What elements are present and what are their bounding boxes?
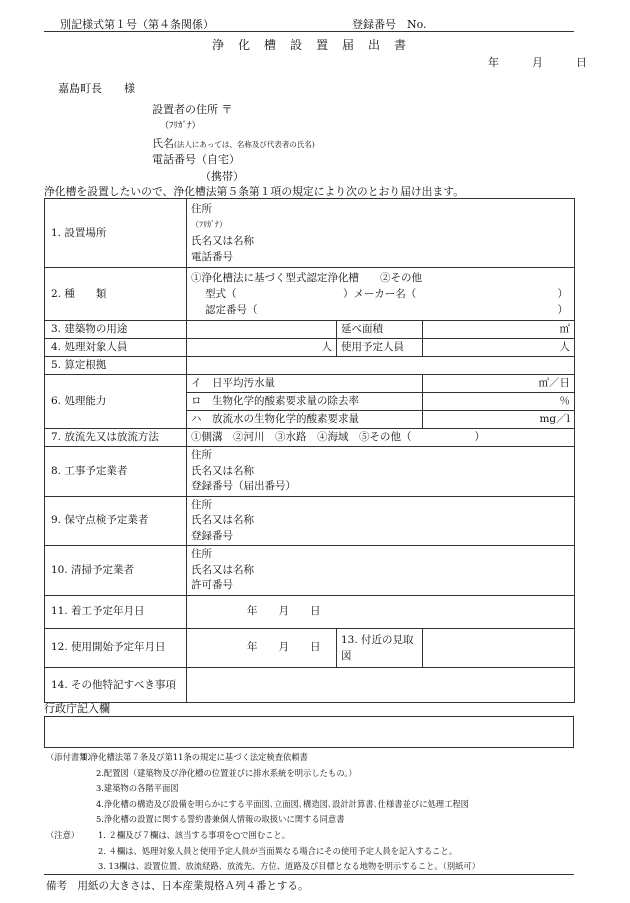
row2-close2: ） bbox=[557, 304, 568, 316]
row-other-notes bbox=[45, 667, 575, 702]
row2-maker: ）メーカー名（ bbox=[343, 288, 417, 300]
attachment-item: 2.配置図（建築物及び浄化槽の位置並びに排水系統を明示したもの。） bbox=[96, 767, 357, 778]
form-reference: 別記様式第１号（第４条関係） bbox=[60, 18, 214, 31]
row2-model: 型式（ bbox=[205, 288, 237, 300]
document-title: 浄 化 槽 設 置 届 出 書 bbox=[212, 38, 408, 52]
row-contractor bbox=[45, 447, 575, 497]
applicant-address[interactable]: 設置者の住所 〒 bbox=[152, 103, 233, 116]
row7-value[interactable]: ①側溝 ②河川 ③水路 ④海域 ⑤その他（ ） bbox=[187, 429, 575, 447]
row1-value[interactable] bbox=[187, 199, 575, 268]
row-maintenance bbox=[45, 496, 575, 546]
admin-box[interactable] bbox=[44, 716, 574, 748]
footer-rule bbox=[44, 874, 574, 875]
row-use-date bbox=[45, 628, 575, 667]
row2-cert-line bbox=[191, 302, 570, 318]
note-item: 1. ２欄及び７欄は、該当する事項を○で囲むこと。 bbox=[98, 830, 291, 840]
row7-label: 7. 放流先又は放流方法 bbox=[45, 429, 187, 447]
row14-label: 14. その他特記すべき事項 bbox=[45, 667, 187, 702]
row1-line: 住所 bbox=[191, 203, 212, 215]
row4-label: 4. 処理対象人員 bbox=[45, 339, 187, 357]
attachment-item: 4.浄化槽の構造及び設備を明らかにする平面図､立面図､構造図､設計計算書､仕様書並びに処理工程図 bbox=[96, 798, 469, 809]
row8-value[interactable] bbox=[187, 447, 575, 497]
row12-label: 12. 使用開始予定年月日 bbox=[45, 628, 187, 667]
applicant-name-label: 氏名 bbox=[152, 137, 174, 150]
row3-unit[interactable]: ㎡ bbox=[423, 321, 575, 339]
note-item: 2. ４欄は、処理対象人員と使用予定人員が当面異なる場合にその使用予定人員を記入すること。 bbox=[98, 845, 458, 856]
row13-value[interactable] bbox=[423, 628, 575, 667]
row-start-date bbox=[45, 595, 575, 628]
attachments-list bbox=[82, 750, 469, 828]
form-table bbox=[44, 198, 575, 703]
applicant-name-note: (法人にあっては、名称及び代表者の氏名) bbox=[174, 140, 315, 149]
row8-label: 8. 工事予定業者 bbox=[45, 447, 187, 497]
row9-value[interactable] bbox=[187, 496, 575, 546]
row1-line: （ﾌﾘｶﾞﾅ） bbox=[191, 220, 227, 229]
admin-label: 行政庁記入欄 bbox=[44, 702, 110, 715]
row1-line: 氏名又は名称 bbox=[191, 235, 254, 247]
applicant-phone-home[interactable]: 電話番号（自宅） bbox=[152, 153, 240, 166]
row6-item: ロ 生物化学的酸素要求量の除去率 bbox=[187, 393, 423, 411]
row-cleaning bbox=[45, 546, 575, 596]
intro-statement: 浄化槽を設置したいので、浄化槽法第５条第１項の規定により次のとおり届け出ます。 bbox=[44, 185, 464, 198]
footer-note: 備考 用紙の大きさは、日本産業規格Ａ列４番とする。 bbox=[46, 880, 309, 892]
attachment-item: 5.浄化槽の設置に関する誓約書兼個人情報の取扱いに関する同意書 bbox=[96, 814, 345, 825]
row9-line: 住所 bbox=[191, 498, 212, 511]
row2-value[interactable] bbox=[187, 268, 575, 321]
row-target-people bbox=[45, 339, 575, 357]
row-discharge bbox=[45, 429, 575, 447]
row10-value[interactable] bbox=[187, 546, 575, 596]
row10-line: 氏名又は名称 bbox=[191, 563, 254, 576]
row1-line: 電話番号 bbox=[191, 251, 233, 263]
applicant-phone-mobile[interactable]: （携帯） bbox=[200, 170, 244, 183]
row11-label: 11. 着工予定年月日 bbox=[45, 595, 187, 628]
notes-list bbox=[98, 828, 480, 875]
registration-number-label: 登録番号 No. bbox=[352, 18, 427, 31]
row1-label: 1. 設置場所 bbox=[45, 199, 187, 268]
row-type bbox=[45, 268, 575, 321]
attachment-item: 3.建築物の各階平面図 bbox=[96, 783, 179, 794]
submission-date[interactable]: 年 月 日 bbox=[488, 56, 587, 69]
row8-line: 住所 bbox=[191, 449, 212, 461]
row8-line: 登録番号（届出番号） bbox=[191, 480, 296, 492]
row6-unit[interactable]: ％ bbox=[423, 393, 575, 411]
row2-cert: 認定番号（ bbox=[205, 304, 258, 316]
row6-unit[interactable]: mg／l bbox=[423, 411, 575, 429]
applicant-name[interactable] bbox=[152, 135, 315, 151]
notes-heading: （注意） bbox=[46, 830, 80, 840]
row5-value[interactable] bbox=[187, 357, 575, 375]
row8-line: 氏名又は名称 bbox=[191, 464, 254, 477]
row10-line: 住所 bbox=[191, 548, 212, 560]
row2-label: 2. 種 類 bbox=[45, 268, 187, 321]
addressee: 嘉島町長 様 bbox=[58, 82, 135, 95]
row10-label: 10. 清掃予定業者 bbox=[45, 546, 187, 596]
attachments-heading: （添付書類） bbox=[46, 752, 96, 762]
row4-unit2[interactable]: 人 bbox=[423, 339, 575, 357]
row12-value[interactable]: 年 月 日 bbox=[187, 628, 337, 667]
row-calculation-basis bbox=[45, 357, 575, 375]
row9-line: 氏名又は名称 bbox=[191, 514, 254, 526]
row6-label: 6. 処理能力 bbox=[45, 375, 187, 429]
attachment-item: 1.浄化槽法第７条及び第11条の規定に基づく法定検査依頼書 bbox=[82, 752, 308, 762]
header-rule bbox=[44, 31, 574, 32]
row9-line: 登録番号 bbox=[191, 529, 233, 542]
row-building-use bbox=[45, 321, 575, 339]
row9-label: 9. 保守点検予定業者 bbox=[45, 496, 187, 546]
row3-value[interactable] bbox=[187, 321, 337, 339]
row10-line: 許可番号 bbox=[191, 579, 233, 591]
row3-sub: 延べ面積 bbox=[337, 321, 423, 339]
row3-label: 3. 建築物の用途 bbox=[45, 321, 187, 339]
form-table-wrapper bbox=[44, 198, 574, 703]
row13-label: 13. 付近の見取図 bbox=[337, 628, 423, 667]
row6-item: ハ 放流水の生物化学的酸素要求量 bbox=[187, 411, 423, 429]
row-capacity-a bbox=[45, 375, 575, 393]
row4-sub: 使用予定人員 bbox=[337, 339, 423, 357]
row11-value[interactable]: 年 月 日 bbox=[187, 595, 575, 628]
row6-unit[interactable]: ㎥／日 bbox=[423, 375, 575, 393]
row6-item: イ 日平均汚水量 bbox=[187, 375, 423, 393]
applicant-furigana[interactable]: （ﾌﾘｶﾞﾅ） bbox=[160, 121, 201, 131]
row5-label: 5. 算定根拠 bbox=[45, 357, 187, 375]
notes-label bbox=[46, 828, 79, 844]
row2-model-line bbox=[191, 286, 570, 302]
row14-value[interactable] bbox=[187, 667, 575, 702]
row4-unit1[interactable]: 人 bbox=[187, 339, 337, 357]
row2-options: ①浄化槽法に基づく型式認定浄化槽 ②その他 bbox=[191, 272, 422, 284]
row-installation-site bbox=[45, 199, 575, 268]
row2-close1: ） bbox=[557, 288, 568, 300]
note-item: 3. 13欄は、設置位置、放流経路、放流先、方位、道路及び目標となる地物を明示すること。（別紙可） bbox=[98, 861, 481, 872]
